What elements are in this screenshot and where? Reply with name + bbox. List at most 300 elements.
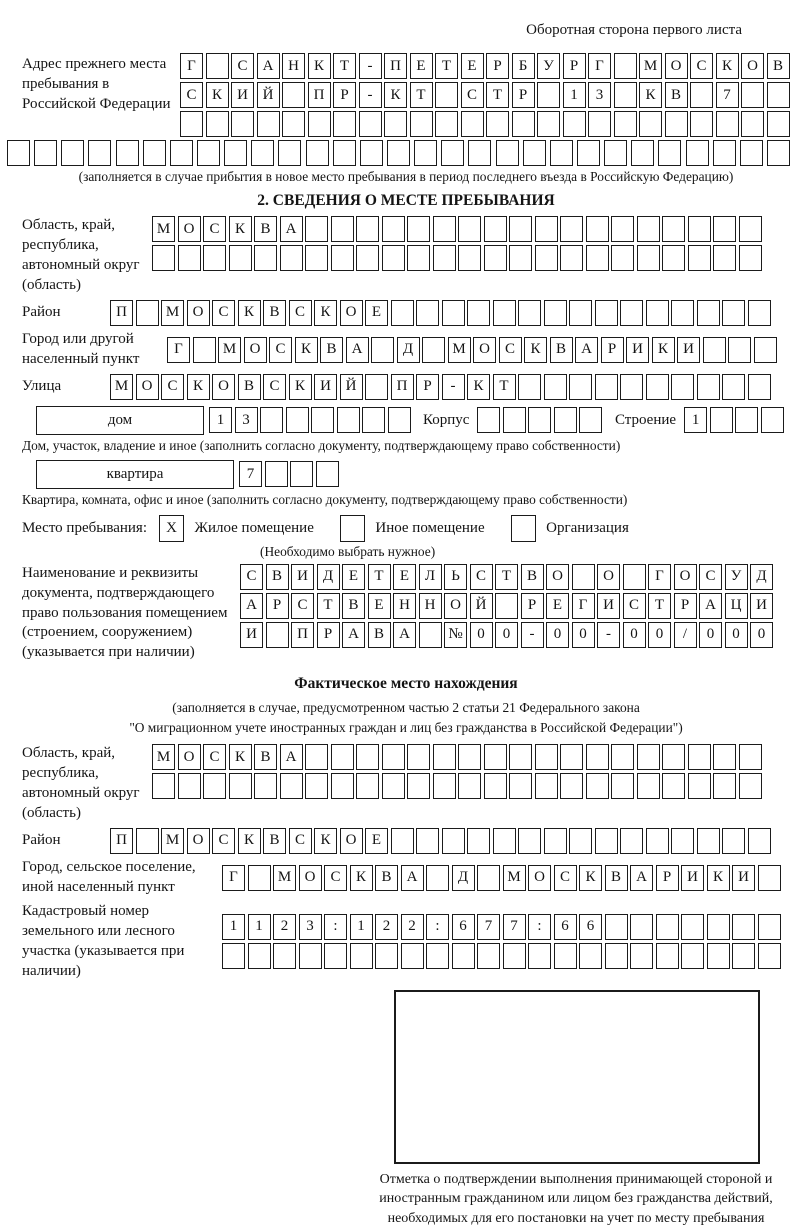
char-cell[interactable]: К bbox=[229, 744, 252, 770]
char-cell[interactable] bbox=[442, 828, 465, 854]
char-cell[interactable]: 6 bbox=[554, 914, 577, 940]
char-cell[interactable] bbox=[646, 300, 669, 326]
char-cell[interactable] bbox=[748, 374, 771, 400]
char-cell[interactable] bbox=[586, 744, 609, 770]
char-cell[interactable] bbox=[588, 111, 611, 137]
char-cell[interactable]: К bbox=[238, 828, 261, 854]
char-cell[interactable]: - bbox=[359, 53, 382, 79]
char-cell[interactable]: С bbox=[269, 337, 292, 363]
char-cell[interactable] bbox=[359, 111, 382, 137]
char-cell[interactable] bbox=[569, 374, 592, 400]
char-cell[interactable] bbox=[193, 337, 216, 363]
char-cell[interactable] bbox=[333, 140, 356, 166]
char-cell[interactable] bbox=[707, 943, 730, 969]
char-cell[interactable]: В bbox=[375, 865, 398, 891]
char-cell[interactable] bbox=[419, 622, 442, 648]
char-cell[interactable] bbox=[197, 140, 220, 166]
char-cell[interactable]: Т bbox=[648, 593, 671, 619]
char-cell[interactable] bbox=[509, 245, 532, 271]
char-cell[interactable]: 7 bbox=[239, 461, 262, 487]
char-cell[interactable] bbox=[739, 744, 762, 770]
char-cell[interactable]: В bbox=[368, 622, 391, 648]
char-cell[interactable] bbox=[560, 744, 583, 770]
char-cell[interactable] bbox=[528, 407, 551, 433]
char-cell[interactable] bbox=[467, 828, 490, 854]
char-cell[interactable]: 1 bbox=[684, 407, 707, 433]
char-cell[interactable]: С bbox=[203, 216, 226, 242]
char-cell[interactable]: К bbox=[238, 300, 261, 326]
char-cell[interactable] bbox=[560, 245, 583, 271]
char-cell[interactable]: 1 bbox=[209, 407, 232, 433]
char-cell[interactable] bbox=[286, 407, 309, 433]
char-cell[interactable] bbox=[248, 943, 271, 969]
char-cell[interactable] bbox=[308, 111, 331, 137]
char-cell[interactable]: А bbox=[342, 622, 365, 648]
char-cell[interactable]: В bbox=[665, 82, 688, 108]
char-cell[interactable]: О bbox=[187, 300, 210, 326]
char-cell[interactable]: Р bbox=[512, 82, 535, 108]
char-cell[interactable] bbox=[178, 245, 201, 271]
char-cell[interactable] bbox=[356, 744, 379, 770]
char-cell[interactable] bbox=[758, 865, 781, 891]
char-cell[interactable] bbox=[356, 216, 379, 242]
char-cell[interactable]: П bbox=[391, 374, 414, 400]
char-cell[interactable] bbox=[754, 337, 777, 363]
char-cell[interactable]: О bbox=[178, 744, 201, 770]
char-cell[interactable] bbox=[697, 828, 720, 854]
char-cell[interactable]: К bbox=[384, 82, 407, 108]
char-cell[interactable] bbox=[722, 300, 745, 326]
char-cell[interactable] bbox=[563, 111, 586, 137]
char-cell[interactable] bbox=[311, 407, 334, 433]
char-cell[interactable] bbox=[671, 300, 694, 326]
char-cell[interactable]: 7 bbox=[716, 82, 739, 108]
char-cell[interactable] bbox=[468, 140, 491, 166]
char-cell[interactable] bbox=[518, 828, 541, 854]
char-cell[interactable]: Ц bbox=[725, 593, 748, 619]
char-cell[interactable] bbox=[467, 300, 490, 326]
char-cell[interactable] bbox=[224, 140, 247, 166]
char-cell[interactable]: У bbox=[537, 53, 560, 79]
char-cell[interactable]: И bbox=[240, 622, 263, 648]
char-cell[interactable] bbox=[535, 245, 558, 271]
char-cell[interactable] bbox=[484, 245, 507, 271]
char-cell[interactable]: М bbox=[161, 828, 184, 854]
char-cell[interactable]: 3 bbox=[235, 407, 258, 433]
char-cell[interactable]: Н bbox=[419, 593, 442, 619]
char-cell[interactable] bbox=[512, 111, 535, 137]
char-cell[interactable]: И bbox=[750, 593, 773, 619]
char-cell[interactable] bbox=[362, 407, 385, 433]
char-cell[interactable] bbox=[231, 111, 254, 137]
char-cell[interactable]: Р bbox=[416, 374, 439, 400]
char-cell[interactable] bbox=[7, 140, 30, 166]
char-cell[interactable]: В bbox=[605, 865, 628, 891]
char-cell[interactable]: С bbox=[623, 593, 646, 619]
char-cell[interactable] bbox=[620, 374, 643, 400]
char-cell[interactable] bbox=[407, 216, 430, 242]
char-cell[interactable] bbox=[391, 828, 414, 854]
char-cell[interactable] bbox=[152, 773, 175, 799]
char-cell[interactable]: Р bbox=[563, 53, 586, 79]
char-cell[interactable] bbox=[656, 943, 679, 969]
char-cell[interactable] bbox=[305, 773, 328, 799]
char-cell[interactable] bbox=[371, 337, 394, 363]
char-cell[interactable] bbox=[748, 300, 771, 326]
char-cell[interactable] bbox=[544, 300, 567, 326]
char-cell[interactable] bbox=[703, 337, 726, 363]
char-cell[interactable] bbox=[305, 216, 328, 242]
char-cell[interactable]: Й bbox=[257, 82, 280, 108]
char-cell[interactable]: 7 bbox=[477, 914, 500, 940]
char-cell[interactable] bbox=[433, 216, 456, 242]
char-cell[interactable] bbox=[722, 374, 745, 400]
char-cell[interactable]: 1 bbox=[248, 914, 271, 940]
char-cell[interactable] bbox=[503, 407, 526, 433]
char-cell[interactable] bbox=[509, 773, 532, 799]
char-cell[interactable]: О bbox=[444, 593, 467, 619]
char-cell[interactable]: И bbox=[626, 337, 649, 363]
char-cell[interactable] bbox=[152, 245, 175, 271]
char-cell[interactable]: К bbox=[314, 300, 337, 326]
char-cell[interactable]: В bbox=[254, 216, 277, 242]
char-cell[interactable]: С bbox=[461, 82, 484, 108]
char-cell[interactable] bbox=[136, 828, 159, 854]
char-cell[interactable]: 7 bbox=[503, 914, 526, 940]
char-cell[interactable] bbox=[178, 773, 201, 799]
char-cell[interactable] bbox=[278, 140, 301, 166]
char-cell[interactable]: 0 bbox=[546, 622, 569, 648]
char-cell[interactable] bbox=[604, 140, 627, 166]
char-cell[interactable] bbox=[254, 245, 277, 271]
char-cell[interactable] bbox=[686, 140, 709, 166]
char-cell[interactable] bbox=[614, 111, 637, 137]
char-cell[interactable] bbox=[442, 300, 465, 326]
char-cell[interactable] bbox=[611, 773, 634, 799]
char-cell[interactable]: М bbox=[639, 53, 662, 79]
char-cell[interactable] bbox=[614, 53, 637, 79]
char-cell[interactable]: С bbox=[499, 337, 522, 363]
char-cell[interactable] bbox=[282, 111, 305, 137]
char-cell[interactable] bbox=[767, 140, 790, 166]
char-cell[interactable] bbox=[290, 461, 313, 487]
char-cell[interactable]: В bbox=[266, 564, 289, 590]
char-cell[interactable] bbox=[282, 82, 305, 108]
char-cell[interactable] bbox=[535, 216, 558, 242]
char-cell[interactable] bbox=[337, 407, 360, 433]
char-cell[interactable]: : bbox=[426, 914, 449, 940]
char-cell[interactable] bbox=[579, 943, 602, 969]
char-cell[interactable] bbox=[229, 773, 252, 799]
char-cell[interactable]: Е bbox=[461, 53, 484, 79]
char-cell[interactable]: И bbox=[597, 593, 620, 619]
char-cell[interactable] bbox=[382, 744, 405, 770]
char-cell[interactable]: 2 bbox=[401, 914, 424, 940]
char-cell[interactable]: 0 bbox=[725, 622, 748, 648]
char-cell[interactable] bbox=[637, 773, 660, 799]
char-cell[interactable] bbox=[688, 744, 711, 770]
char-cell[interactable] bbox=[116, 140, 139, 166]
char-cell[interactable] bbox=[257, 111, 280, 137]
char-cell[interactable] bbox=[388, 407, 411, 433]
char-cell[interactable] bbox=[535, 744, 558, 770]
char-cell[interactable] bbox=[331, 773, 354, 799]
char-cell[interactable] bbox=[280, 245, 303, 271]
char-cell[interactable]: Г bbox=[588, 53, 611, 79]
char-cell[interactable]: К bbox=[229, 216, 252, 242]
char-cell[interactable]: 1 bbox=[222, 914, 245, 940]
char-cell[interactable] bbox=[767, 82, 790, 108]
char-cell[interactable] bbox=[716, 111, 739, 137]
char-cell[interactable] bbox=[382, 773, 405, 799]
char-cell[interactable]: М bbox=[218, 337, 241, 363]
char-cell[interactable]: А bbox=[699, 593, 722, 619]
char-cell[interactable]: К bbox=[652, 337, 675, 363]
char-cell[interactable]: И bbox=[314, 374, 337, 400]
char-cell[interactable] bbox=[707, 914, 730, 940]
char-cell[interactable]: 2 bbox=[375, 914, 398, 940]
char-cell[interactable] bbox=[458, 744, 481, 770]
char-cell[interactable]: 3 bbox=[299, 914, 322, 940]
char-cell[interactable]: В bbox=[767, 53, 790, 79]
char-cell[interactable] bbox=[316, 461, 339, 487]
char-cell[interactable] bbox=[365, 374, 388, 400]
char-cell[interactable] bbox=[433, 773, 456, 799]
char-cell[interactable] bbox=[251, 140, 274, 166]
char-cell[interactable] bbox=[577, 140, 600, 166]
char-cell[interactable]: Е bbox=[368, 593, 391, 619]
char-cell[interactable]: О bbox=[244, 337, 267, 363]
char-cell[interactable]: Р bbox=[601, 337, 624, 363]
char-cell[interactable] bbox=[623, 564, 646, 590]
char-cell[interactable] bbox=[662, 744, 685, 770]
char-cell[interactable]: 0 bbox=[623, 622, 646, 648]
char-cell[interactable]: С bbox=[212, 828, 235, 854]
char-cell[interactable] bbox=[614, 82, 637, 108]
char-cell[interactable]: О bbox=[299, 865, 322, 891]
char-cell[interactable]: И bbox=[231, 82, 254, 108]
char-cell[interactable] bbox=[586, 245, 609, 271]
char-cell[interactable]: Т bbox=[495, 564, 518, 590]
char-cell[interactable] bbox=[170, 140, 193, 166]
char-cell[interactable]: М bbox=[152, 744, 175, 770]
char-cell[interactable]: 0 bbox=[648, 622, 671, 648]
char-cell[interactable] bbox=[260, 407, 283, 433]
char-cell[interactable] bbox=[554, 407, 577, 433]
char-cell[interactable] bbox=[180, 111, 203, 137]
char-cell[interactable] bbox=[732, 943, 755, 969]
char-cell[interactable]: О bbox=[187, 828, 210, 854]
char-cell[interactable]: В bbox=[263, 828, 286, 854]
char-cell[interactable]: О bbox=[340, 828, 363, 854]
char-cell[interactable] bbox=[740, 140, 763, 166]
char-cell[interactable] bbox=[273, 943, 296, 969]
char-cell[interactable]: Р bbox=[266, 593, 289, 619]
char-cell[interactable]: К bbox=[524, 337, 547, 363]
char-cell[interactable] bbox=[350, 943, 373, 969]
char-cell[interactable]: А bbox=[257, 53, 280, 79]
char-cell[interactable] bbox=[713, 245, 736, 271]
char-cell[interactable]: - bbox=[521, 622, 544, 648]
char-cell[interactable] bbox=[509, 744, 532, 770]
char-cell[interactable] bbox=[387, 140, 410, 166]
char-cell[interactable] bbox=[305, 245, 328, 271]
char-cell[interactable]: С bbox=[263, 374, 286, 400]
char-cell[interactable] bbox=[595, 828, 618, 854]
char-cell[interactable]: М bbox=[110, 374, 133, 400]
char-cell[interactable] bbox=[441, 140, 464, 166]
char-cell[interactable] bbox=[331, 744, 354, 770]
char-cell[interactable]: Р bbox=[674, 593, 697, 619]
char-cell[interactable] bbox=[333, 111, 356, 137]
char-cell[interactable] bbox=[435, 111, 458, 137]
char-cell[interactable]: 2 bbox=[273, 914, 296, 940]
char-cell[interactable]: В bbox=[320, 337, 343, 363]
char-cell[interactable]: О bbox=[528, 865, 551, 891]
char-cell[interactable] bbox=[639, 111, 662, 137]
char-cell[interactable]: 6 bbox=[452, 914, 475, 940]
char-cell[interactable] bbox=[690, 111, 713, 137]
char-cell[interactable]: С bbox=[180, 82, 203, 108]
char-cell[interactable]: С bbox=[690, 53, 713, 79]
char-cell[interactable] bbox=[486, 111, 509, 137]
char-cell[interactable]: : bbox=[324, 914, 347, 940]
char-cell[interactable] bbox=[248, 865, 271, 891]
checkbox-other-premises[interactable] bbox=[340, 515, 365, 542]
char-cell[interactable] bbox=[688, 216, 711, 242]
char-cell[interactable]: Д bbox=[452, 865, 475, 891]
char-cell[interactable] bbox=[266, 622, 289, 648]
char-cell[interactable]: С bbox=[699, 564, 722, 590]
char-cell[interactable]: М bbox=[152, 216, 175, 242]
char-cell[interactable]: О bbox=[674, 564, 697, 590]
char-cell[interactable]: Р bbox=[521, 593, 544, 619]
char-cell[interactable] bbox=[620, 828, 643, 854]
char-cell[interactable] bbox=[503, 943, 526, 969]
char-cell[interactable] bbox=[509, 216, 532, 242]
char-cell[interactable] bbox=[637, 245, 660, 271]
char-cell[interactable] bbox=[410, 111, 433, 137]
char-cell[interactable]: Т bbox=[493, 374, 516, 400]
char-cell[interactable]: П bbox=[110, 828, 133, 854]
char-cell[interactable] bbox=[254, 773, 277, 799]
checkbox-organization[interactable] bbox=[511, 515, 536, 542]
char-cell[interactable]: Т bbox=[410, 82, 433, 108]
char-cell[interactable]: А bbox=[393, 622, 416, 648]
char-cell[interactable] bbox=[620, 300, 643, 326]
char-cell[interactable] bbox=[761, 407, 784, 433]
char-cell[interactable] bbox=[586, 773, 609, 799]
char-cell[interactable] bbox=[605, 914, 628, 940]
char-cell[interactable] bbox=[586, 216, 609, 242]
char-cell[interactable]: А bbox=[280, 744, 303, 770]
char-cell[interactable] bbox=[748, 828, 771, 854]
char-cell[interactable] bbox=[713, 744, 736, 770]
char-cell[interactable] bbox=[611, 216, 634, 242]
char-cell[interactable]: Н bbox=[282, 53, 305, 79]
char-cell[interactable]: 0 bbox=[470, 622, 493, 648]
char-cell[interactable] bbox=[458, 773, 481, 799]
char-cell[interactable] bbox=[713, 773, 736, 799]
char-cell[interactable]: С bbox=[240, 564, 263, 590]
char-cell[interactable]: В bbox=[238, 374, 261, 400]
char-cell[interactable]: К bbox=[639, 82, 662, 108]
char-cell[interactable]: К bbox=[716, 53, 739, 79]
char-cell[interactable] bbox=[523, 140, 546, 166]
char-cell[interactable]: О bbox=[665, 53, 688, 79]
char-cell[interactable] bbox=[630, 943, 653, 969]
char-cell[interactable] bbox=[203, 773, 226, 799]
char-cell[interactable] bbox=[671, 374, 694, 400]
char-cell[interactable] bbox=[518, 300, 541, 326]
char-cell[interactable]: А bbox=[280, 216, 303, 242]
char-cell[interactable] bbox=[477, 407, 500, 433]
char-cell[interactable] bbox=[433, 744, 456, 770]
char-cell[interactable] bbox=[710, 407, 733, 433]
char-cell[interactable] bbox=[739, 773, 762, 799]
char-cell[interactable] bbox=[426, 865, 449, 891]
char-cell[interactable] bbox=[758, 943, 781, 969]
char-cell[interactable] bbox=[299, 943, 322, 969]
char-cell[interactable] bbox=[136, 300, 159, 326]
char-cell[interactable] bbox=[203, 245, 226, 271]
char-cell[interactable]: 1 bbox=[563, 82, 586, 108]
char-cell[interactable]: В bbox=[550, 337, 573, 363]
char-cell[interactable]: И bbox=[681, 865, 704, 891]
char-cell[interactable] bbox=[477, 943, 500, 969]
char-cell[interactable]: Г bbox=[167, 337, 190, 363]
char-cell[interactable] bbox=[416, 828, 439, 854]
char-cell[interactable]: Е bbox=[393, 564, 416, 590]
checkbox-residential[interactable]: X bbox=[159, 515, 184, 542]
char-cell[interactable] bbox=[407, 744, 430, 770]
char-cell[interactable] bbox=[646, 374, 669, 400]
char-cell[interactable]: : bbox=[528, 914, 551, 940]
char-cell[interactable] bbox=[535, 773, 558, 799]
char-cell[interactable]: Е bbox=[365, 300, 388, 326]
char-cell[interactable]: П bbox=[384, 53, 407, 79]
char-cell[interactable] bbox=[143, 140, 166, 166]
char-cell[interactable]: Т bbox=[368, 564, 391, 590]
char-cell[interactable] bbox=[206, 111, 229, 137]
char-cell[interactable]: А bbox=[240, 593, 263, 619]
char-cell[interactable] bbox=[537, 111, 560, 137]
char-cell[interactable] bbox=[407, 773, 430, 799]
char-cell[interactable] bbox=[61, 140, 84, 166]
char-cell[interactable]: В bbox=[342, 593, 365, 619]
char-cell[interactable] bbox=[426, 943, 449, 969]
char-cell[interactable] bbox=[732, 914, 755, 940]
char-cell[interactable] bbox=[560, 216, 583, 242]
char-cell[interactable]: С bbox=[212, 300, 235, 326]
char-cell[interactable] bbox=[229, 245, 252, 271]
char-cell[interactable]: С bbox=[231, 53, 254, 79]
char-cell[interactable]: Р bbox=[486, 53, 509, 79]
char-cell[interactable] bbox=[458, 216, 481, 242]
char-cell[interactable] bbox=[569, 828, 592, 854]
char-cell[interactable] bbox=[356, 245, 379, 271]
char-cell[interactable] bbox=[560, 773, 583, 799]
char-cell[interactable] bbox=[656, 914, 679, 940]
char-cell[interactable] bbox=[401, 943, 424, 969]
char-cell[interactable]: К bbox=[308, 53, 331, 79]
char-cell[interactable]: - bbox=[442, 374, 465, 400]
char-cell[interactable] bbox=[550, 140, 573, 166]
char-cell[interactable]: Р bbox=[333, 82, 356, 108]
char-cell[interactable] bbox=[662, 216, 685, 242]
char-cell[interactable] bbox=[681, 943, 704, 969]
char-cell[interactable]: С bbox=[470, 564, 493, 590]
